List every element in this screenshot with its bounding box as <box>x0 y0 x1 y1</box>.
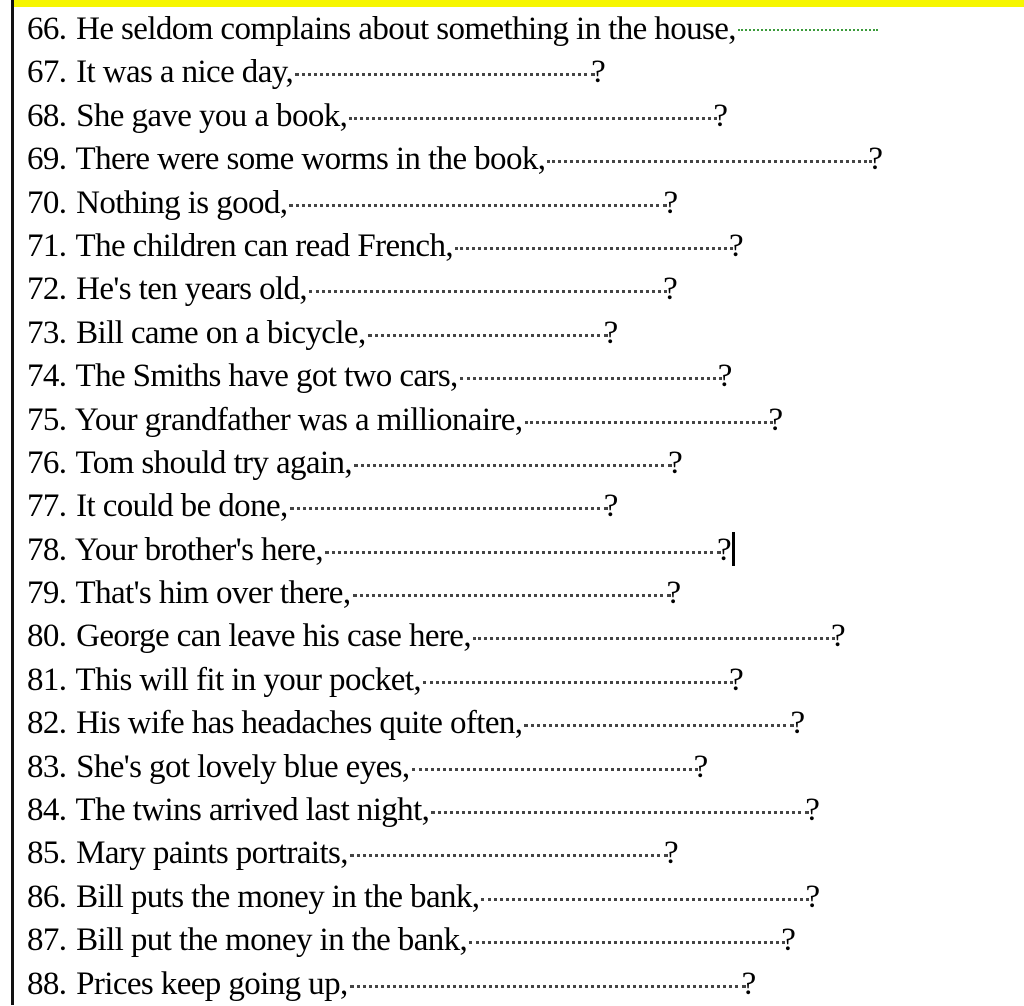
answer-blank[interactable] <box>295 73 595 76</box>
answer-blank[interactable] <box>469 941 785 944</box>
question-mark: ? <box>663 835 678 872</box>
item-sentence: She gave you a book, <box>76 97 348 134</box>
exercise-line-84[interactable] <box>27 789 1024 832</box>
highlighted-text-remnant <box>14 0 1024 7</box>
exercise-line-68[interactable] <box>27 95 1024 138</box>
answer-blank[interactable] <box>481 898 809 901</box>
exercise-line-67[interactable] <box>27 51 1024 94</box>
question-mark: ? <box>831 618 846 655</box>
answer-blank[interactable] <box>525 421 773 424</box>
answer-blank[interactable] <box>412 768 698 771</box>
document-body[interactable] <box>27 8 1024 1006</box>
item-number: 75. <box>27 401 67 438</box>
item-sentence: Your grandfather was a millionaire, <box>74 401 523 438</box>
exercise-line-76[interactable] <box>27 442 1024 485</box>
question-mark: ? <box>805 792 820 829</box>
exercise-line-74[interactable] <box>27 355 1024 398</box>
item-number: 69. <box>27 141 67 178</box>
item-sentence: Mary paints portraits, <box>76 835 348 872</box>
answer-blank[interactable] <box>350 985 746 988</box>
exercise-line-80[interactable] <box>27 615 1024 658</box>
exercise-line-75[interactable] <box>27 399 1024 442</box>
question-mark: ? <box>790 705 805 742</box>
item-sentence: Bill came on a bicycle, <box>76 314 366 351</box>
exercise-line-69[interactable] <box>27 138 1024 181</box>
item-sentence: This will fit in your pocket, <box>75 661 422 698</box>
page-left-border <box>11 0 14 1005</box>
item-sentence: The Smiths have got two cars, <box>75 358 458 395</box>
question-mark: ? <box>717 358 732 395</box>
item-sentence: His wife has headaches quite often, <box>76 705 523 742</box>
exercise-line-66[interactable] <box>27 8 1024 51</box>
answer-blank[interactable] <box>353 594 671 597</box>
question-mark: ? <box>729 661 744 698</box>
exercise-line-85[interactable] <box>27 832 1024 875</box>
question-mark: ? <box>666 575 681 612</box>
answer-blank[interactable] <box>309 290 667 293</box>
item-sentence: There were some worms in the book, <box>75 141 546 178</box>
question-mark: ? <box>591 54 606 91</box>
answer-blank[interactable] <box>431 811 809 814</box>
exercise-line-86[interactable] <box>27 876 1024 919</box>
item-number: 72. <box>27 271 67 308</box>
question-mark: ? <box>603 488 618 525</box>
item-sentence: He seldom complains about something in the house, <box>76 11 736 47</box>
answer-blank[interactable] <box>423 681 733 684</box>
exercise-line-88[interactable] <box>27 963 1024 1006</box>
item-sentence: Nothing is good, <box>76 184 288 221</box>
item-sentence: That's him over there, <box>75 575 351 612</box>
question-mark: ? <box>663 184 678 221</box>
item-number: 85. <box>27 835 67 872</box>
item-sentence: Tom should try again, <box>75 444 353 481</box>
item-number: 81. <box>27 661 67 698</box>
item-number: 68. <box>27 97 67 134</box>
item-number: 79. <box>27 575 67 612</box>
answer-blank[interactable] <box>290 507 608 510</box>
item-number: 80. <box>27 618 67 655</box>
item-number: 88. <box>27 965 67 1002</box>
item-sentence: He's ten years old, <box>76 271 308 308</box>
item-sentence: It was a nice day, <box>76 54 294 91</box>
answer-blank[interactable] <box>289 204 667 207</box>
question-mark: ? <box>668 444 683 481</box>
item-number: 67. <box>27 54 67 91</box>
answer-blank[interactable] <box>349 117 717 120</box>
exercise-line-72[interactable] <box>27 268 1024 311</box>
item-number: 83. <box>27 748 67 785</box>
item-number: 87. <box>27 922 67 959</box>
question-mark: ? <box>805 878 820 915</box>
item-sentence: Bill puts the money in the bank, <box>76 878 480 915</box>
question-mark: ? <box>729 227 744 264</box>
answer-blank[interactable] <box>738 29 878 31</box>
item-number: 86. <box>27 878 67 915</box>
answer-blank[interactable] <box>325 551 721 554</box>
item-sentence: The children can read French, <box>75 227 454 264</box>
item-sentence: Your brother's here, <box>74 531 324 568</box>
exercise-line-79[interactable] <box>27 572 1024 615</box>
text-cursor <box>732 532 735 566</box>
answer-blank[interactable] <box>460 377 722 380</box>
item-number: 66. <box>27 11 67 47</box>
question-mark: ? <box>603 314 618 351</box>
answer-blank[interactable] <box>524 724 794 727</box>
question-mark: ? <box>741 965 756 1002</box>
question-mark: ? <box>717 531 732 568</box>
item-number: 84. <box>27 792 67 829</box>
exercise-line-73[interactable] <box>27 312 1024 355</box>
exercise-line-77[interactable] <box>27 485 1024 528</box>
exercise-line-87[interactable] <box>27 919 1024 962</box>
exercise-line-78[interactable] <box>27 529 1024 572</box>
exercise-line-81[interactable] <box>27 659 1024 702</box>
exercise-line-70[interactable] <box>27 182 1024 225</box>
answer-blank[interactable] <box>350 854 668 857</box>
exercise-line-71[interactable] <box>27 225 1024 268</box>
item-sentence: The twins arrived last night, <box>75 792 430 829</box>
item-sentence: Bill put the money in the bank, <box>76 922 468 959</box>
question-mark: ? <box>781 922 796 959</box>
question-mark: ? <box>768 401 783 438</box>
question-mark: ? <box>868 141 883 178</box>
question-mark: ? <box>663 271 678 308</box>
item-number: 78. <box>27 531 67 568</box>
answer-blank[interactable] <box>473 637 835 640</box>
item-number: 71. <box>27 227 67 264</box>
answer-blank[interactable] <box>368 334 608 337</box>
item-sentence: George can leave his case here, <box>76 618 472 655</box>
item-number: 73. <box>27 314 67 351</box>
item-sentence: It could be done, <box>76 488 288 525</box>
item-number: 82. <box>27 705 67 742</box>
item-number: 76. <box>27 444 67 481</box>
answer-blank[interactable] <box>547 160 872 163</box>
question-mark: ? <box>693 748 708 785</box>
answer-blank[interactable] <box>455 247 733 250</box>
exercise-line-83[interactable] <box>27 746 1024 789</box>
answer-blank[interactable] <box>354 464 672 467</box>
item-number: 74. <box>27 358 67 395</box>
item-number: 77. <box>27 488 67 525</box>
exercise-line-82[interactable] <box>27 702 1024 745</box>
item-sentence: She's got lovely blue eyes, <box>76 748 410 785</box>
question-mark: ? <box>713 97 728 134</box>
item-sentence: Prices keep going up, <box>76 965 348 1002</box>
item-number: 70. <box>27 184 67 221</box>
